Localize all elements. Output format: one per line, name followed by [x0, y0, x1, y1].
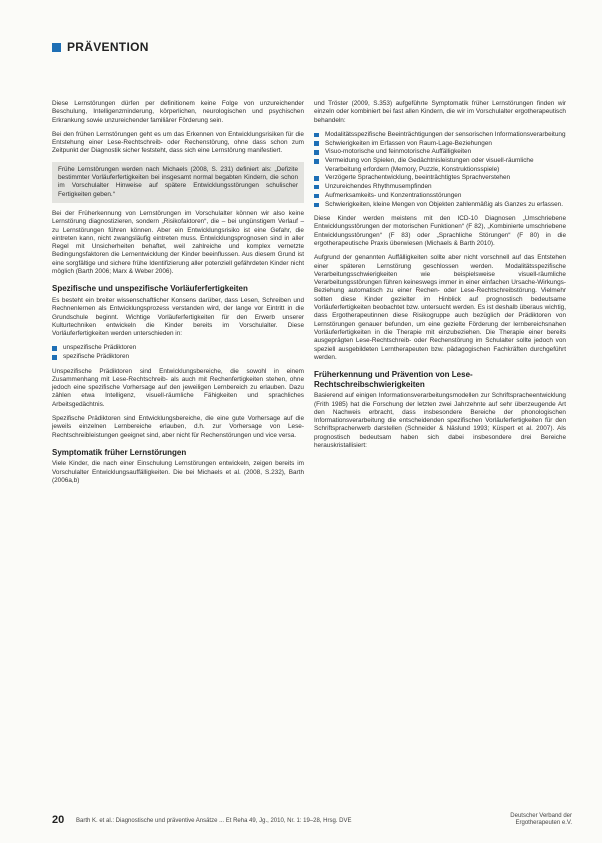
bullet-square-icon: [314, 150, 319, 155]
bullet-square-icon: [314, 185, 319, 190]
bullet-square-icon: [314, 203, 319, 208]
list-item: Aufmerksamkeits- und Konzentrationsstörungen: [314, 192, 566, 200]
bullet-list: [52, 344, 304, 361]
definition-box: [52, 162, 304, 203]
publisher-line: Deutscher Verband der: [510, 813, 572, 819]
paragraph: Basierend auf einigen Informationsverarbeitungsmodellen zur Schriftspracheentwicklung (Frith 1985) hat die Forschung der letzten zwei Jahrzehnte auf sehr überzeugende Art den Nachweis erbracht, dass insbesondere Bereiche der phonologischen Informationsverarbeitung die entscheidenden spezifischen Vorläuferfertigkeiten für den Schriftspracherwerb darstellen (Schneider & Näslund 1993; Küspert et al. 2007). Als prognostisch bedeutsam haben sich dabei insbesondere drei Bereiche herauskristallisiert:: [314, 392, 566, 450]
section-header: [52, 40, 149, 54]
bullet-square-icon: [314, 141, 319, 146]
section-title: PRÄVENTION: [67, 40, 149, 54]
list-item: Visuo-motorische und feinmotorische Auffälligkeiten: [314, 148, 566, 156]
citation-line: Barth K. et al.: Diagnostische und präventive Ansätze ... Et Reha 49, Jg., 2010, Nr. 1: 19–28, Hrsg. DVE: [76, 818, 352, 824]
bullet-square-icon: [314, 133, 319, 138]
paragraph: Unspezifische Prädiktoren sind Entwicklungsbereiche, die sowohl in einem Zusammenhang mit Lese-Rechtschreib- als auch mit Rechenfertigkeiten stehen, ohne jedoch eine spezifische Vorhersage auf den jeweiligen Lernbereich zu erlauben. Dazu zählen etwa Intelligenz, visuell-räumliche Fähigkeiten und sprachliches Arbeitsgedächtnis.: [52, 367, 304, 408]
bullet-square-icon: [52, 355, 57, 360]
paragraph: Aufgrund der genannten Auffälligkeiten sollte aber nicht vorschnell auf das Entstehen einer späteren Lernstörung geschlossen werden. Modalitätsspezifische Verarbeitungsschwierigkeiten wie beispielsweise visuell-räumliche Verarbeitungsstörungen führen keineswegs immer in einer einfachen Ursache-Wirkungs-Beziehung automatisch zu einer Rechen- oder Lese-Rechtschreibstörung. Vielmehr sollten diese Kinder gezielter im Hinblick auf prognostisch bedeutsame Vorläuferfertigkeiten beobachtet bzw. untersucht werden. Es ist deshalb überaus wichtig, dass Ergotherapeutinnen diese Risikogruppe auch bezüglich der Prädiktoren von Lernstörungen genauer befunden, um eine gezielte Förderung der lernbereichsnahen Vorläuferfertigkeiten in die Therapie mit einzubeziehen. Die Therapie einer bereits ausgeprägten Lese-Rechtschreib- oder Rechenstörung im Schulalter sollte jedoch von speziell ausgebildeten Lerntherapeuten bzw. pädagogischen Fachkräften durchgeführt werden.: [314, 254, 566, 361]
paragraph: Viele Kinder, die nach einer Einschulung Lernstörungen entwickeln, zeigen bereits im Vorschulalter Entwicklungsauffälligkeiten. Die bei Michaels et al. (2008, S.232), Barth (2006a,b): [52, 460, 304, 485]
paragraph: Spezifische Prädiktoren sind Entwicklungsbereiche, die eine gute Vorhersage auf die jeweils einzelnen Lernbereiche erlauben, d.h. zur Vorhersage von Lese-Rechtschreibleistungen geeignet sind, aber nicht für Rechenstörungen und vice versa.: [52, 415, 304, 439]
left-column: [52, 100, 304, 491]
section-square-icon: [52, 43, 61, 52]
paragraph: Bei der Früherkennung von Lernstörungen im Vorschulalter können wir also keine Lernstörung diagnostizieren, sondern „Risikofaktoren“, die – bei ungünstigem Verlauf – zu Lernstörungen führen können. Aber ein Entwicklungsrisiko ist eine Gefahr, die eintreten kann, nicht zwangsläufig eintreten muss. Entwicklungsprognosen sind in aller Regel mit Unsicherheiten behaftet, weil zahlreiche und komplex vernetzte Bedingungsfaktoren die Lernentwicklung der Kinder beeinflussen. Aus diesem Grund ist eine sorgfältige und sichere frühe Identifizierung aller potenziell gefährdeten Kinder nicht möglich (Barth 2006; Marx & Weber 2006).: [52, 209, 304, 276]
publisher-line: Ergotherapeuten e.V.: [515, 820, 572, 826]
list-item: unspezifische Prädiktoren: [52, 344, 304, 352]
right-column: [314, 100, 566, 456]
paragraph: Diese Kinder werden meistens mit den ICD-10 Diagnosen „Umschriebene Entwicklungsstörungen der motorischen Funktionen“ (F 82), „Kombinierte umschriebene Entwicklungsstörungen“ (F 83) oder „Sprachliche Störungen“ (F 80) in die ergotherapeutische Praxis überwiesen (Michaels & Barth 2010).: [314, 215, 566, 247]
subheading: Spezifische und unspezifische Vorläuferfertigkeiten: [52, 284, 248, 294]
bullet-square-icon: [314, 159, 319, 164]
publisher-info: [510, 813, 572, 827]
subheading: Symptomatik früher Lernstörungen: [52, 447, 187, 457]
bullet-square-icon: [52, 346, 57, 351]
list-item: Modalitätsspezifische Beeinträchtigungen der sensorischen Informationsverarbeitung: [314, 131, 566, 139]
definition-text: Frühe Lernstörungen werden nach Michaels (2008, S. 231) definiert als: „Defizite bestimmter Vorläuferfertigkeiten bei insgesamt normal begabten Kindern, die schon im Vorschulalter Hinweise auf spätere Entwicklungsstörungen schulischer Fertigkeiten geben.“: [58, 165, 298, 198]
symptom-list: [314, 131, 566, 209]
bullet-square-icon: [314, 176, 319, 181]
paragraph: Es besteht ein breiter wissenschaftlicher Konsens darüber, dass Lesen, Schreiben und Rechnenlernen als Entwicklungsprozess verstanden wird, der lange vor Eintritt in die Grundschule beginnt. Wichtige Vorläuferfertigkeiten für den Erwerb unserer Kulturtechniken entwickeln die Kinder bereits im Vorschulalter. Diese Vorläuferfertigkeiten werden unterschieden in:: [52, 296, 304, 338]
list-item: Schwierigkeiten, kleine Mengen von Objekten zahlenmäßig als Ganzes zu erfassen.: [314, 201, 566, 209]
list-item: Schwierigkeiten im Erfassen von Raum-Lage-Beziehungen: [314, 140, 566, 148]
paragraph: Bei den frühen Lernstörungen geht es um das Erkennen von Entwicklungsrisiken für die Entstehung einer Lese-Rechtschreib- oder Rechenstörung, ohne dass schon zum Zeitpunkt der Diagnostik sicher feststeht, dass sich eine Lernstörung manifestiert.: [52, 130, 304, 155]
list-item: spezifische Prädiktoren: [52, 353, 304, 361]
bullet-square-icon: [314, 194, 319, 199]
paragraph: Diese Lernstörungen dürfen per definitionem keine Folge von unzureichender Beschulung, Intelligenzminderung, körperlichen, neurologischen und psychischen Erkrankung sowie unzureichender familiärer Förderung sein.: [52, 100, 304, 124]
list-item: Unzureichendes Rhythmusempfinden: [314, 183, 566, 191]
page-number: 20: [52, 814, 65, 826]
paragraph: und Tröster (2009, S.353) aufgeführte Symptomatik früher Lernstörungen finden wir einzeln oder kombiniert bei fast allen Kindern, die wir im Vorschulalter ergotherapeutisch behandeln:: [314, 100, 566, 124]
subheading: Früherkennung und Prävention von Lese-Rechtschreibschwierigkeiten: [314, 370, 473, 389]
list-item: Vermeidung von Spielen, die Gedächtnisleistungen oder visuell-räumliche Verarbeitung erfordern (Memory, Puzzle, Konstruktionsspiele): [314, 157, 566, 174]
list-item: Verzögerte Sprachentwicklung, beeinträchtigtes Sprachverstehen: [314, 174, 566, 182]
